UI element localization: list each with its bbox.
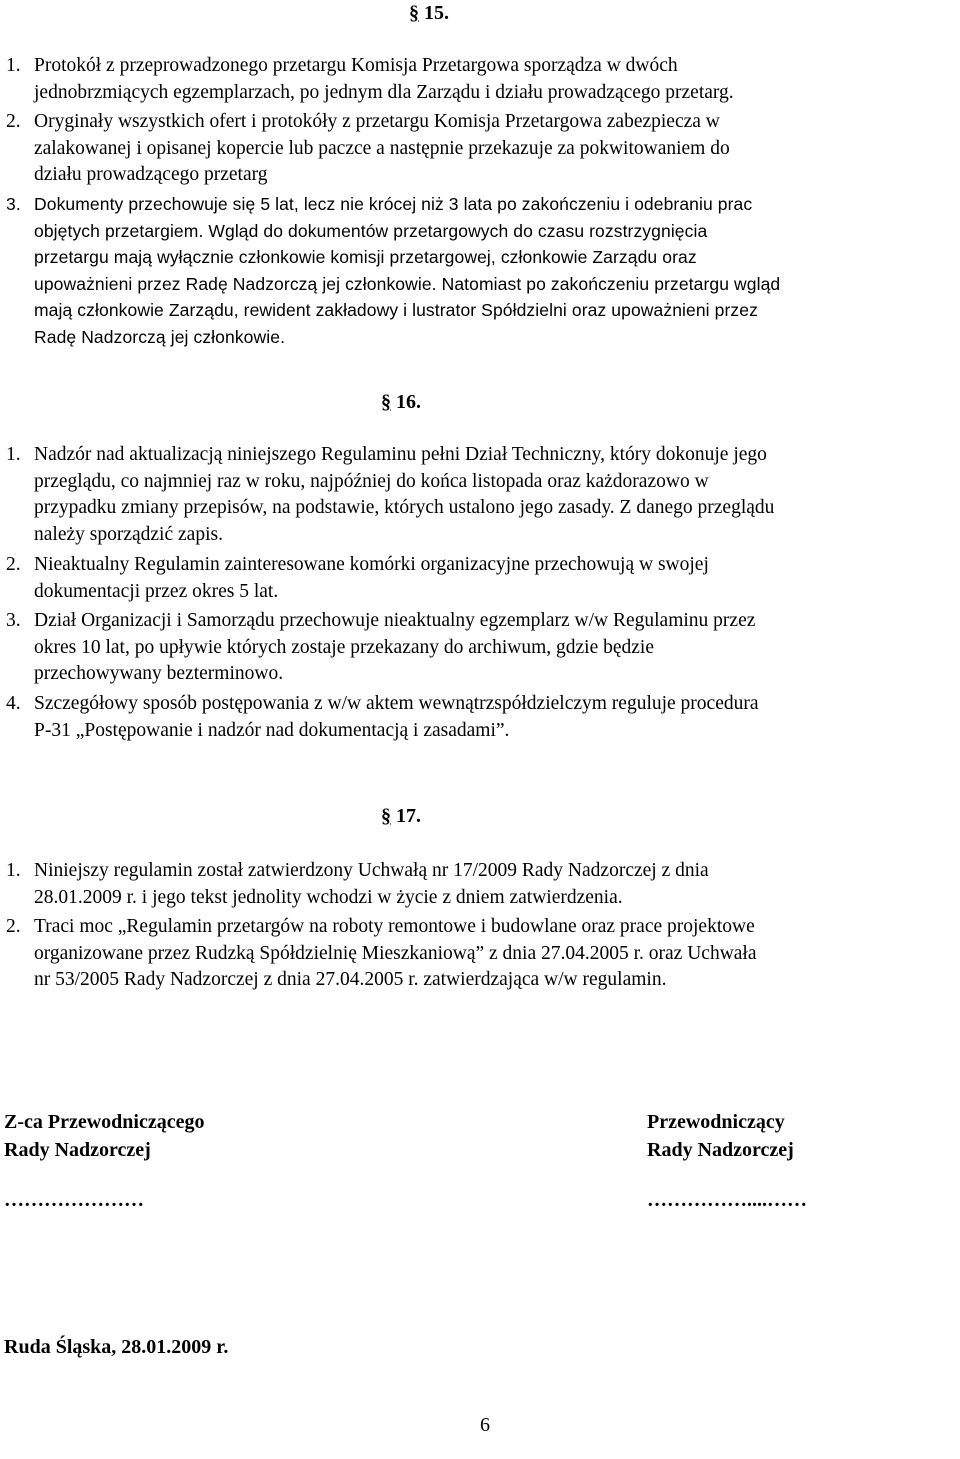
item-text: Nieaktualny Regulamin zainteresowane komórki organizacyjne przechowują w swojej dokumentacji przez okres 5 lat. xyxy=(34,554,709,602)
page-number: 6 xyxy=(480,1414,490,1436)
item-number: 2. xyxy=(6,554,21,575)
signature-left-title: Z-ca Przewodniczącego xyxy=(4,1111,205,1133)
item-text: Traci moc „Regulamin przetargów na roboty remontowe i budowlane oraz prace projektowe organizowane przez Rudzką Spółdzielnię Mieszkaniową” z dnia 27.04.2005 r. oraz Uchwała nr 53/2005 Rady Nadzorczej z dnia 27.04.2005 r. zatwierdzająca w/w regulamin. xyxy=(34,916,757,990)
section-sign: § xyxy=(409,2,419,24)
item-number: 3. xyxy=(6,194,21,214)
item-number: 1. xyxy=(6,55,21,76)
section-number: 16. xyxy=(396,391,421,413)
place-date: Ruda Śląska, 28.01.2009 r. xyxy=(4,1336,229,1358)
list-item xyxy=(6,442,956,548)
signature-left xyxy=(4,1108,204,1214)
section-16-heading xyxy=(381,389,421,416)
signature-right-dots: ……………....…… xyxy=(647,1189,807,1211)
item-text: Dokumenty przechowuje się 5 lat, lecz nie krócej niż 3 lata po zakończeniu i odebraniu prac objętych przetargiem. Wgląd do dokumentów przetargowych do czasu rozstrzygnięcia przetargu mają wyłącznie członkowie komisji przetargowej, członkowie Zarządu oraz upoważnieni przez Radę Nadzorczą jej członkowie. Natomiast po zakończeniu przetargu wgląd mają członkowie Zarządu, rewident zakładowy i lustrator Spółdzielni oraz upoważnieni przez Radę Nadzorczą jej członkowie. xyxy=(34,194,781,347)
item-text: Nadzór nad aktualizacją niniejszego Regulaminu pełni Dział Techniczny, który dokonuje jego przeglądu, co najmniej raz w roku, najpóźniej do końca listopada oraz każdorazowo w przypadku zmiany przepisów, na podstawie, których ustalono jego zasady. Z danego przeglądu należy sporządzić zapis. xyxy=(34,444,775,545)
section-15-heading xyxy=(409,0,449,27)
signature-right-title: Przewodniczący xyxy=(647,1111,785,1133)
list-item xyxy=(6,608,956,688)
section-sign: § xyxy=(381,391,391,413)
item-number: 4. xyxy=(6,693,21,714)
list-item xyxy=(6,191,956,350)
item-text: Protokół z przeprowadzonego przetargu Komisja Przetargowa sporządza w dwóch jednobrzmiących egzemplarzach, po jednym dla Zarządu i działu prowadzącego przetarg. xyxy=(34,55,734,103)
list-item xyxy=(6,53,956,106)
section-17-heading xyxy=(381,803,421,830)
item-number: 3. xyxy=(6,610,21,631)
item-number: 1. xyxy=(6,444,21,465)
item-text: Oryginały wszystkich ofert i protokóły z przetargu Komisja Przetargowa zabezpiecza w zalakowanej i opisanej kopercie lub paczce a następnie przekazuje za pokwitowaniem do działu prowadzącego przetarg xyxy=(34,111,730,185)
section-number: 17. xyxy=(396,805,421,827)
item-number: 2. xyxy=(6,111,21,132)
item-text: Niniejszy regulamin został zatwierdzony Uchwałą nr 17/2009 Rady Nadzorczej z dnia 28.01.2009 r. i jego tekst jednolity wchodzi w życie z dniem zatwierdzenia. xyxy=(34,860,709,908)
signature-right xyxy=(647,1108,807,1214)
item-text: Dział Organizacji i Samorządu przechowuje nieaktualny egzemplarz w/w Regulaminu przez okres 10 lat, po upływie których zostaje przekazany do archiwum, gdzie będzie przechowywany bezterminowo. xyxy=(34,610,756,684)
item-number: 2. xyxy=(6,916,21,937)
signature-right-body: Rady Nadzorczej xyxy=(647,1139,794,1161)
section-number: 15. xyxy=(424,2,449,24)
signature-left-body: Rady Nadzorczej xyxy=(4,1139,151,1161)
list-item xyxy=(6,552,956,605)
signature-left-dots: ………………… xyxy=(4,1189,144,1211)
item-text: Szczegółowy sposób postępowania z w/w aktem wewnątrzspółdzielczym reguluje procedura P-31 „Postępowanie i nadzór nad dokumentacją i zasadami”. xyxy=(34,693,759,741)
list-item xyxy=(6,109,956,189)
item-number: 1. xyxy=(6,860,21,881)
list-item xyxy=(6,914,956,994)
list-item xyxy=(6,691,956,744)
list-item xyxy=(6,858,956,911)
section-sign: § xyxy=(381,805,391,827)
